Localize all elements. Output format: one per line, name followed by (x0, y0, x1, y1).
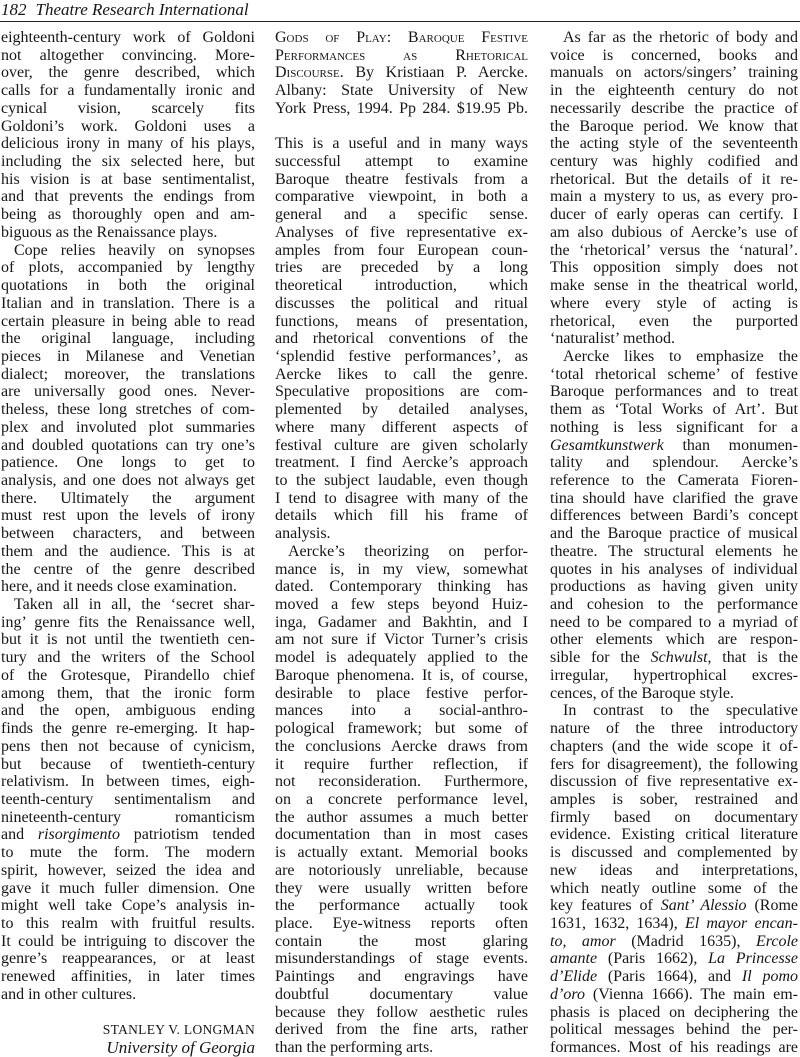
text-segment: than monumen- (663, 436, 798, 454)
italic-title: to, amor (550, 932, 616, 950)
text-line: and rhetorical conventions of the (275, 330, 528, 348)
text-line: cynical vision, scarcely fits (1, 99, 255, 117)
text-line: it require further reflection, if (275, 755, 528, 773)
text-line: nothing is less significant for a (550, 418, 798, 436)
text-line: Speculative propositions are com- (275, 383, 528, 401)
text-line: evidence. Existing critical literature (550, 826, 798, 844)
text-line: chapters (and the wide scope it of- (550, 737, 798, 755)
text-line: mances into a social-anthro- (275, 702, 528, 720)
text-line: being as thoroughly open and am- (1, 206, 255, 224)
text-line: Taken all in all, the ‘secret shar- (14, 596, 255, 614)
text-segment: , that is the (707, 649, 798, 667)
text-line: must rest upon the levels of irony (1, 507, 255, 525)
italic-title: Il pomo (741, 968, 798, 986)
text-segment: sible for the (550, 649, 651, 667)
text-line: Analyses of five representative ex- (275, 223, 528, 241)
text-line: reference to the Camerata Fioren- (550, 472, 798, 489)
text-line (550, 915, 798, 933)
text-line: amples from four European coun- (275, 241, 528, 259)
text-line: tries are preceded by a long (275, 259, 528, 277)
text-line (550, 649, 798, 667)
text-line: to this realm with fruitful results. (1, 915, 255, 932)
text-line: might well take Cope’s analysis in- (1, 897, 255, 915)
text-line (550, 986, 798, 1004)
text-line: eighteenth-century work of Goldoni (1, 29, 255, 46)
text-line: including the six selected here, but (1, 153, 255, 171)
text-line: to the subject laudable, even though (275, 472, 528, 489)
text-line: productions as having given unity (550, 578, 798, 596)
text-line: rhetorical. But the details of it re- (550, 170, 798, 188)
text-line: there. Ultimately the argument (1, 489, 255, 507)
italic-title: Gesamtkunstwerk (550, 436, 664, 454)
text-line (550, 950, 798, 968)
text-line: the original language, including (1, 330, 255, 348)
text-line: Baroque phenomena. It is, of course, (275, 666, 528, 684)
italic-title: amante (550, 950, 598, 968)
text-line: I tend to disagree with many of the (275, 489, 528, 507)
text-line: successful attempt to examine (275, 153, 528, 171)
text-line: plemented by detailed analyses, (275, 401, 528, 419)
text-line: them as ‘Total Works of Art’. But (550, 401, 798, 419)
italic-title: risorgimento (37, 826, 120, 844)
text-line: irregular, hypertrophical excres- (550, 666, 798, 684)
text-segment: (Rome (746, 897, 798, 915)
text-line: pens then not because of cynicism, (1, 737, 255, 755)
text-line: tina should have clarified the grave (550, 489, 798, 507)
column-1 (1, 0, 255, 1057)
text-line: misunderstandings of stage events. (275, 950, 528, 968)
text-line: century was highly codified and (550, 153, 798, 171)
text-line: am not sure if Victor Turner’s crisis (275, 631, 528, 649)
text-line: need to be compared to a myriad of (550, 613, 798, 631)
text-line: Cope relies heavily on synopses (14, 241, 255, 259)
text-line: gave it much fuller dimension. One (1, 879, 255, 897)
column-3 (550, 0, 798, 1057)
text-line: here, and it needs close examination. (1, 578, 237, 596)
italic-title: d’oro (550, 985, 585, 1003)
text-line: general and a specific sense. (275, 206, 528, 224)
text-line: Paintings and engravings have (275, 968, 528, 986)
text-line: of plots, accompanied by lengthy (1, 259, 255, 277)
text-line: where every style of acting is (550, 294, 798, 312)
text-line: place. Eye-witness reports often (275, 915, 528, 932)
book-citation-line (275, 47, 528, 65)
text-line: formances. Most of his readings are (550, 1039, 798, 1057)
text-line: moved a few steps beyond Huiz- (275, 596, 528, 614)
book-citation-line: Albany: State University of New (275, 82, 528, 100)
text-segment: (Madrid 1635), (615, 932, 756, 950)
text-line: necessarily describe the practice of (550, 99, 798, 117)
text-line: and doubled quotations can try one’s (1, 436, 255, 454)
text-line: the acting style of the seventeenth (550, 135, 798, 153)
text-line: is discussed and complemented by (550, 844, 798, 862)
italic-title: Schwulst (650, 649, 708, 667)
text-line: biguous as the Renaissance plays. (1, 223, 218, 241)
text-line: between characters, and between (1, 525, 255, 543)
text-segment: Performances as Rhetorical (275, 46, 528, 64)
text-line: the author assumes a much better (275, 808, 528, 826)
text-line: theoretical introduction, which (275, 277, 528, 295)
text-line: quotations in both the original (1, 277, 255, 295)
text-line (550, 933, 798, 951)
text-line: main a mystery to us, as every pro- (550, 188, 798, 206)
text-line: In contrast to the speculative (563, 702, 798, 720)
text-segment: and (1, 826, 38, 844)
text-line: This opposition simply does not (550, 259, 798, 277)
text-line: manuals on actors/singers’ training (550, 64, 798, 82)
text-line: among them, that the ironic form (1, 684, 255, 702)
text-line: renewed affinities, in later times (1, 968, 255, 986)
text-segment: Discourse (275, 64, 340, 82)
text-line: voice is concerned, books and (550, 46, 798, 64)
text-line: to mute the form. The modern (1, 844, 255, 862)
reviewer-affiliation: University of Georgia (106, 1038, 255, 1057)
text-line: comparative viewpoint, in both a (275, 188, 528, 206)
text-line: not altogether convincing. More- (1, 46, 255, 64)
text-line: ducer of early operas can certify. I (550, 206, 798, 224)
text-line: the centre of the genre described (1, 560, 255, 578)
text-line: is actually extant. Memorial books (275, 844, 528, 862)
text-line: amples is sober, restrained and (550, 790, 798, 808)
text-line: As far as the rhetoric of body and (563, 29, 798, 46)
text-segment: Gods of Play: Baroque Festive (275, 29, 528, 46)
text-line: Italian and in translation. There is a (1, 294, 255, 312)
text-segment: . By Kristiaan P. Aercke. (339, 64, 528, 82)
text-line: dialect; moreover, the translations (1, 365, 255, 383)
text-line: and the Baroque practice of musical (550, 525, 798, 543)
text-line: are notoriously unreliable, because (275, 861, 528, 879)
text-line: of the Grotesque, Pirandello chief (1, 666, 255, 684)
text-line: certain pleasure in being able to read (1, 312, 255, 330)
text-line: Aercke likes to emphasize the (563, 347, 798, 365)
text-line: his vision is at base sentimentalist, (1, 170, 255, 188)
text-line: theatre. The structural elements he (550, 542, 798, 560)
text-line (1, 826, 255, 844)
text-line: spirit, however, seized the idea and (1, 861, 255, 879)
text-line: new ideas and interpretations, (550, 861, 798, 879)
text-line: Goldoni’s work. Goldoni uses a (1, 117, 255, 135)
text-line: political messages behind the per- (550, 1021, 798, 1039)
journal-title: Theatre Research International (35, 0, 249, 19)
book-citation-line: York Press, 1994. Pp 284. $19.95 Pb. (275, 99, 528, 117)
text-line: documentation than in most cases (275, 826, 528, 844)
text-line: but because of twentieth-century (1, 755, 255, 773)
text-line: ‘naturalist’ method. (550, 330, 675, 348)
text-line: fers for disagreement), the following (550, 755, 798, 773)
text-line: they were usually written before (275, 879, 528, 897)
text-line: am also dubious of Aercke’s use of (550, 223, 798, 241)
text-line: ‘splendid festive performances’, as (275, 347, 528, 365)
text-line: nineteenth-century romanticism (1, 808, 255, 826)
text-line: This is a useful and in many ways (275, 135, 528, 153)
text-segment: (Paris 1664), and (597, 968, 742, 986)
text-line: doubtful documentary value (275, 985, 528, 1003)
italic-title: La Princesse (708, 950, 798, 968)
text-line: rhetorical, even the purported (550, 312, 798, 330)
italic-title: Ercole (755, 932, 798, 950)
text-line: genre’s reappearances, or at least (1, 950, 255, 968)
text-line: Baroque performances and to treat (550, 383, 798, 401)
text-line (275, 118, 528, 136)
text-line: Baroque theatre festivals from a (275, 170, 528, 188)
text-line: calls for a fundamentally ironic and (1, 82, 255, 100)
text-line (550, 437, 798, 455)
text-line: mance is, in my view, somewhat (275, 560, 528, 578)
text-line: dated. Contemporary thinking has (275, 578, 528, 596)
text-line: than the performing arts. (275, 1039, 434, 1057)
text-line: over, the genre described, which (1, 64, 255, 82)
text-segment: key features of (550, 897, 661, 915)
text-line: not reconsideration. Furthermore, (275, 773, 528, 791)
text-line: other elements which are respon- (550, 631, 798, 649)
page-number: 182 (1, 0, 27, 19)
text-line: and the open, ambiguous ending (1, 702, 255, 720)
text-line: It could be intriguing to discover the (1, 932, 255, 950)
text-line: tury and the writers of the School (1, 649, 255, 667)
text-line: teenth-century sentimentalism and (1, 790, 255, 808)
text-line: relativism. In between times, eigh- (1, 773, 255, 791)
text-line (550, 968, 798, 986)
text-line: discussion of five representative ex- (550, 773, 798, 791)
text-line: Aercke’s theorizing on perfor- (288, 542, 528, 560)
text-line: are universally good ones. Never- (1, 383, 255, 401)
text-line: treatment. I find Aercke’s approach (275, 454, 528, 472)
text-line: but it is not until the twentieth cen- (1, 631, 255, 649)
text-line: derived from the fine arts, rather (275, 1021, 528, 1039)
text-line: them and the audience. This is at (1, 542, 255, 560)
text-line: analysis, and one does not always get (1, 472, 255, 489)
text-line: phasis is placed on deciphering the (550, 1003, 798, 1021)
text-line: where many different aspects of (275, 418, 528, 436)
text-line: pieces in Milanese and Venetian (1, 347, 255, 365)
text-line: the conclusions Aercke draws from (275, 737, 528, 755)
text-line: model is adequately applied to the (275, 649, 528, 667)
text-line: on a concrete performance level, (275, 790, 528, 808)
text-segment: (Paris 1662), (597, 950, 709, 968)
text-line: functions, means of presentation, (275, 312, 528, 330)
text-line: quotes in his analyses of individual (550, 560, 798, 578)
text-line: inga, Gadamer and Bakhtin, and I (275, 613, 528, 631)
text-line: Aercke likes to call the genre. (275, 365, 528, 383)
text-line: and cohesion to the performance (550, 596, 798, 614)
text-segment: patriotism tended (119, 826, 256, 844)
text-line: and that prevents the endings from (1, 188, 255, 206)
text-line: discusses the political and ritual (275, 294, 528, 312)
text-line: which neatly outline some of the (550, 879, 798, 897)
text-line (550, 897, 798, 915)
text-line: in the eighteenth century do not (550, 82, 798, 100)
italic-title: d’Elide (550, 968, 598, 986)
italic-title: El mayor encan- (684, 915, 798, 932)
text-line: details which fill his frame of (275, 507, 528, 525)
text-line: patience. One longs to get to (1, 454, 255, 472)
book-citation-line (275, 64, 528, 82)
text-line: festival culture are given scholarly (275, 436, 528, 454)
reviewer-name: STANLEY V. LONGMAN (102, 1022, 255, 1038)
text-line: the ‘rhetorical’ versus the ‘natural’. (550, 241, 798, 259)
text-line: nature of the three introductory (550, 720, 798, 738)
text-line: delicious irony in many of his plays, (1, 135, 255, 153)
text-line: plex and involuted plot summaries (1, 418, 255, 436)
italic-title: Sant’ Alessio (660, 897, 747, 915)
text-line: make sense in the theatrical world, (550, 277, 798, 295)
text-segment: (Vienna 1666). The main em- (584, 985, 798, 1003)
text-segment: 1631, 1632, 1634), (550, 915, 685, 932)
text-line: the Baroque period. We know that (550, 117, 798, 135)
text-line: cences, of the Baroque style. (550, 684, 734, 702)
text-line: contain the most glaring (275, 932, 528, 950)
text-line: because they follow aesthetic rules (275, 1003, 528, 1021)
text-line: desirable to place festive perfor- (275, 684, 528, 702)
text-line: the performance actually took (275, 897, 528, 915)
text-line: analysis. (275, 525, 331, 543)
column-2 (275, 0, 528, 1057)
text-line: ing’ genre fits the Renaissance well, (1, 613, 255, 631)
text-line: tality and splendour. Aercke’s (550, 454, 798, 472)
text-line: ‘total rhetorical scheme’ of festive (550, 365, 798, 383)
text-line: firmly based on documentary (550, 808, 798, 826)
text-line: finds the genre re-emerging. It hap- (1, 720, 255, 738)
book-citation-line (275, 29, 528, 47)
text-line: and in other cultures. (1, 985, 137, 1003)
text-line: differences between Bardi’s concept (550, 507, 798, 525)
text-line: theless, these long stretches of com- (1, 401, 255, 419)
text-line: pological framework; but some of (275, 720, 528, 738)
